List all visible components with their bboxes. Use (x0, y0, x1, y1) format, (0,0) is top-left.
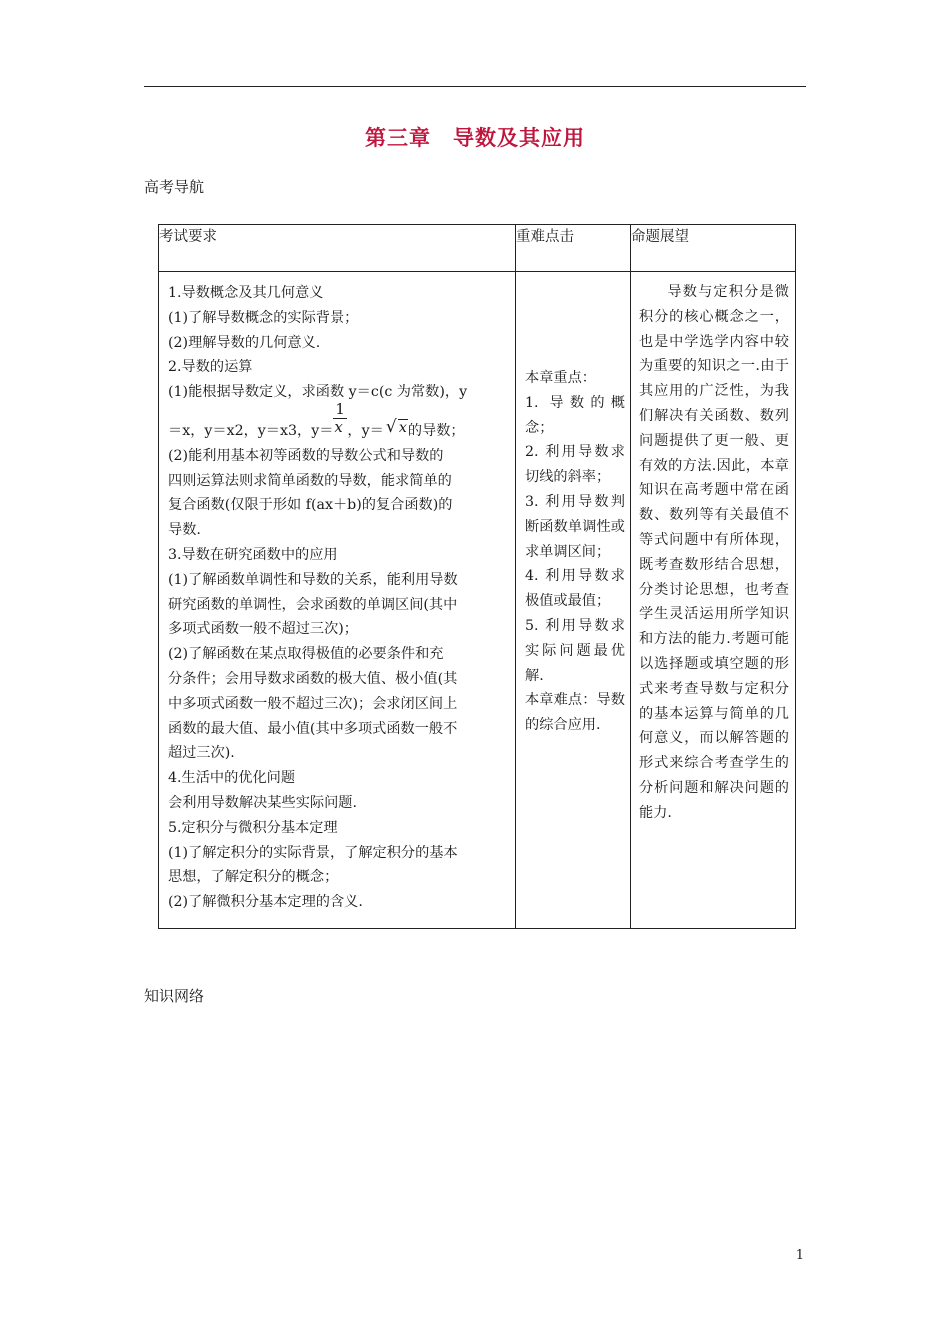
header-key-difficult-points: 重难点击 (516, 225, 631, 272)
formula-text: ＝x，y＝x2，y＝x3，y＝ (168, 422, 334, 439)
requirement-line: 分条件；会用导数求函数的极大值、极小值(其 (168, 670, 458, 687)
requirement-line: 四则运算法则求简单函数的导数，能求简单的 (168, 472, 452, 489)
requirement-line: 中多项式函数一般不超过三次)；会求闭区间上 (168, 695, 458, 712)
requirement-line: (2)了解微积分基本定理的含义. (168, 894, 363, 911)
key-points-cell (516, 272, 631, 929)
requirement-line: 复合函数(仅限于形如 f(ax＋b)的复合函数)的 (168, 497, 453, 514)
requirement-line: 多项式函数一般不超过三次)； (168, 621, 358, 638)
requirement-line: 4.生活中的优化问题 (168, 770, 296, 787)
requirement-line: (2)理解导数的几何意义. (168, 334, 321, 351)
formula-text: ，y＝ (347, 422, 384, 439)
requirement-line: 思想，了解定积分的概念； (168, 869, 339, 886)
fraction-one-over-x (333, 399, 347, 443)
fraction-denominator: x (334, 417, 343, 436)
formula-text: 的导数； (407, 422, 465, 439)
header-exam-requirements: 考试要求 (159, 225, 516, 272)
requirement-line: 1.导数概念及其几何意义 (168, 285, 324, 301)
requirement-line: (2)了解函数在某点取得极值的必要条件和充 (168, 646, 444, 663)
requirement-line: (1)了解定积分的实际背景，了解定积分的基本 (168, 844, 458, 861)
requirement-line: 导数. (168, 522, 201, 539)
requirement-line: 会利用导数解决某些实际问题. (168, 794, 357, 811)
key-point-item: 3. 利用导数判断函数单调性或求单调区间； (525, 493, 625, 560)
radical-icon: √ (385, 416, 397, 437)
fraction-numerator: 1 (335, 399, 345, 418)
requirement-line: (2)能利用基本初等函数的导数公式和导数的 (168, 447, 444, 464)
section-heading-knowledge-network: 知识网络 (144, 987, 205, 1005)
key-point-item: 5. 利用导数求实际问题最优解. (525, 617, 625, 684)
difficult-point: 本章难点：导数的综合应用. (525, 692, 625, 734)
requirement-line: 超过三次). (168, 745, 235, 762)
requirement-line: (1)了解导数概念的实际背景； (168, 309, 359, 326)
header-rule (144, 86, 806, 87)
page-number: 1 (795, 1248, 804, 1263)
requirement-line: 3.导数在研究函数中的应用 (168, 546, 338, 563)
key-points-heading: 本章重点： (525, 370, 596, 386)
exam-guide-table (158, 224, 796, 929)
formula-line (168, 399, 509, 444)
key-point-item: 1. 导数的概念； (525, 394, 625, 436)
exam-requirements-cell (159, 272, 516, 929)
chapter-title: 第三章 导数及其应用 (365, 126, 585, 150)
outlook-paragraph: 导数与定积分是微积分的核心概念之一，也是中学选学内容中较为重要的知识之一.由于其应用的广泛性，为我们解决有关函数、数列问题提供了更一般、更有效的方法.因此，本章知识在高考题中常在函数、数列等有关最值不等式问题中有所体现，既考查数形结合思想，分类讨论思想，也考查学生灵活运用所学知识和方法的能力.考题可能以选择题或填空题的形式来考查导数与定积分的基本运算与简单的几何意义，而以解答题的形式来综合考查学生的分析问题和解决问题的能力. (639, 284, 789, 821)
header-outlook: 命题展望 (631, 225, 796, 272)
requirement-line: 2.导数的运算 (168, 359, 253, 376)
requirement-line: 研究函数的单调性，会求函数的单调区间(其中 (168, 596, 458, 613)
square-root-x (385, 416, 408, 444)
requirement-line: (1)能根据导数定义，求函数 y＝c(c 为常数)，y (168, 384, 468, 401)
requirement-line: 5.定积分与微积分基本定理 (168, 819, 338, 836)
radicand: x (398, 419, 407, 436)
table-header-row (159, 225, 796, 272)
key-point-item: 2. 利用导数求切线的斜率； (525, 444, 625, 486)
key-point-item: 4. 利用导数求极值或最值； (525, 568, 625, 610)
table-body-row (159, 272, 796, 929)
outlook-cell (631, 272, 796, 929)
section-heading-exam-guide: 高考导航 (144, 178, 205, 196)
requirement-line: (1)了解函数单调性和导数的关系，能利用导数 (168, 571, 458, 588)
requirement-line: 函数的最大值、最小值(其中多项式函数一般不 (168, 720, 458, 737)
